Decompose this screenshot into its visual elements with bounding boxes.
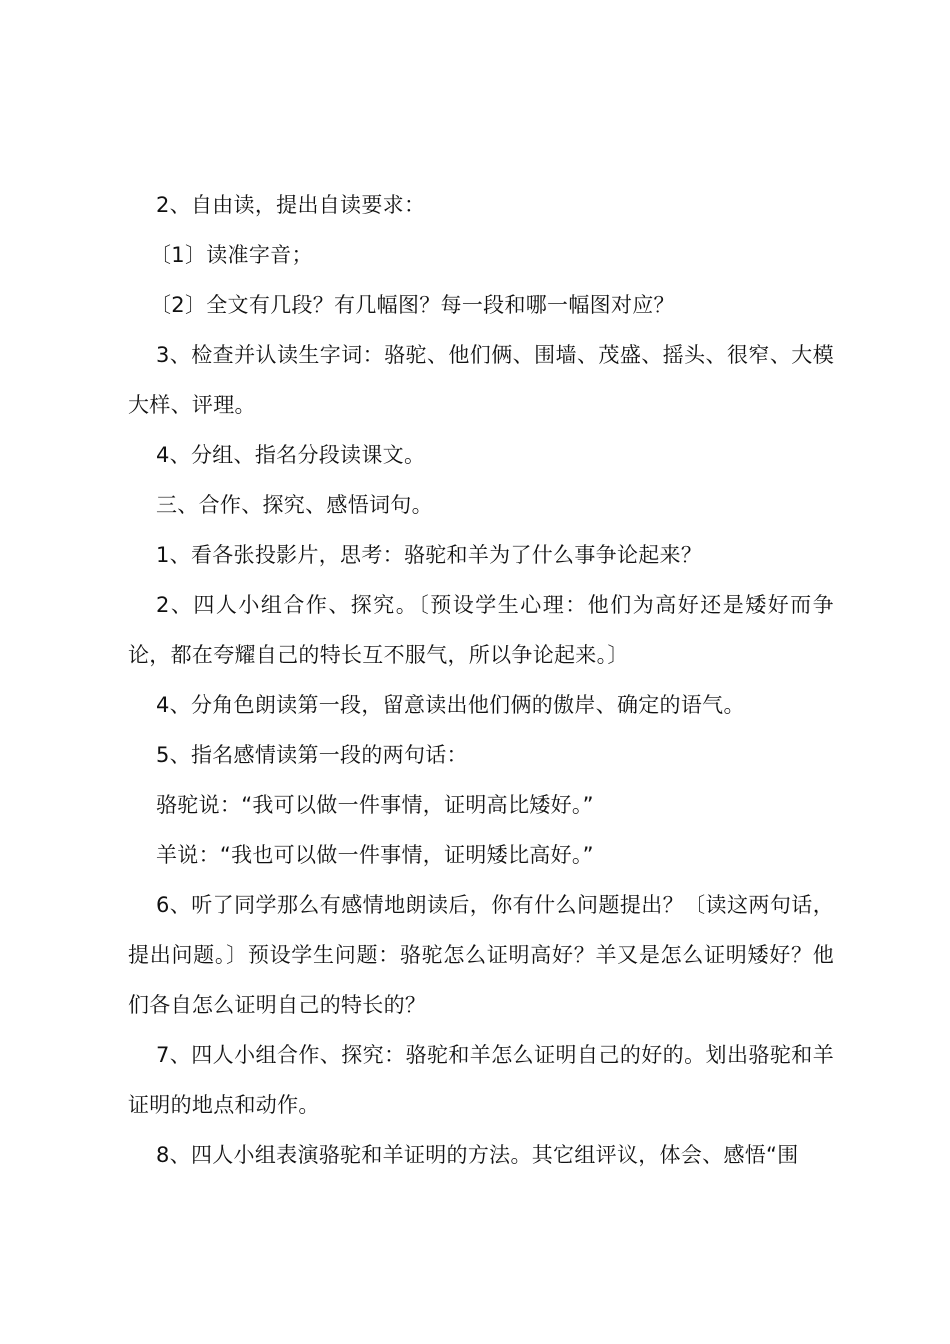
quote-camel: 骆驼说：“我可以做一件事情，证明高比矮好。” xyxy=(156,793,594,817)
paragraph-vocabulary-check: 3、检查并认读生字词：骆驼、他们俩、围墙、茂盛、摇头、很窄、大模大样、评理。 xyxy=(128,343,834,417)
paragraph-prove-explore: 7、四人小组合作、探究：骆驼和羊怎么证明自己的好的。划出骆驼和羊证明的地点和动作。 xyxy=(128,1043,834,1117)
paragraph-group-reading: 4、分组、指名分段读课文。 xyxy=(156,443,426,467)
quote-sheep: 羊说：“我也可以做一件事情，证明矮比高好。” xyxy=(156,843,594,867)
paragraph-free-reading: 2、自由读，提出自读要求： xyxy=(156,193,426,217)
document-body xyxy=(128,180,834,1180)
paragraph-slides-question: 1、看各张投影片，思考：骆驼和羊为了什么事争论起来？ xyxy=(156,543,703,567)
paragraph-requirement-1: 〔1〕读准字音； xyxy=(150,243,313,267)
paragraph-group-performance: 8、四人小组表演骆驼和羊证明的方法。其它组评议，体会、感悟“围 xyxy=(156,1143,799,1167)
paragraph-raise-questions: 6、听了同学那么有感情地朗读后，你有什么问题提出？〔读这两句话，提出问题。〕预设学生问题：骆驼怎么证明高好？羊又是怎么证明矮好？他们各自怎么证明自己的特长的？ xyxy=(128,893,834,1017)
paragraph-role-reading: 4、分角色朗读第一段，留意读出他们俩的傲岸、确定的语气。 xyxy=(156,693,745,717)
paragraph-requirement-2: 〔2〕全文有几段？有几幅图？每一段和哪一幅图对应？ xyxy=(150,293,675,317)
paragraph-emotional-reading: 5、指名感情读第一段的两句话： xyxy=(156,743,468,767)
section-heading-cooperate: 三、合作、探究、感悟词句。 xyxy=(156,493,433,517)
paragraph-group-explore: 2、四人小组合作、探究。〔预设学生心理：他们为高好还是矮好而争论，都在夸耀自己的特长互不服气，所以争论起来。〕 xyxy=(128,593,834,667)
